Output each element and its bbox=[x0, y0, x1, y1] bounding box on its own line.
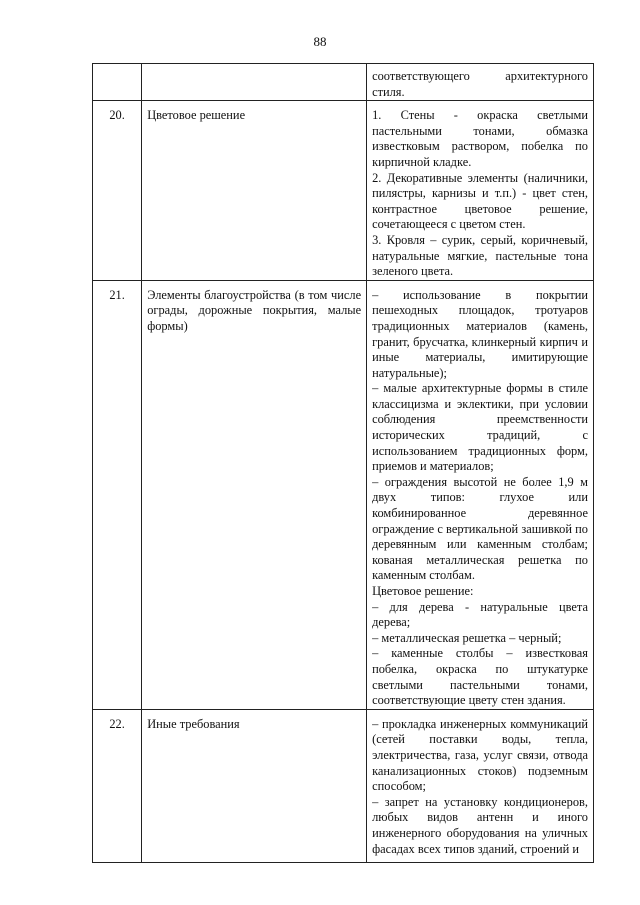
table-row bbox=[93, 64, 594, 101]
row-number: 20. bbox=[93, 101, 142, 281]
requirement-paragraph: – малые архитектурные формы в стиле классицизма и эклектики, при условии соблюдения преемственности исторических традиций, с использованием традиционных форм, приемов и материалов; bbox=[372, 381, 588, 474]
row-requirements bbox=[367, 64, 594, 101]
requirement-paragraph: 2. Декоративные элементы (наличники, пилястры, карнизы и т.п.) - цвет стен, контрастное цветовое решение, сочетающееся с цветом стен. bbox=[372, 170, 588, 232]
requirement-paragraph: 3. Кровля – сурик, серый, коричневый, натуральные мягкие, пастельные тона зеленого цвета. bbox=[372, 232, 588, 279]
table-row bbox=[93, 101, 594, 281]
requirement-paragraph: – металлическая решетка – черный; bbox=[372, 630, 562, 645]
requirement-paragraph: – каменные столбы – известковая побелка, окраска по штукатурке светлыми пастельными тонами, соответствующие цвету стен здания. bbox=[372, 646, 588, 708]
requirement-paragraph: – для дерева - натуральные цвета дерева; bbox=[372, 599, 588, 630]
row-requirements bbox=[367, 709, 594, 862]
requirements-table bbox=[92, 63, 594, 863]
row-name: Элементы благоустройства (в том числе ограды, дорожные покрытия, малые формы) bbox=[142, 280, 367, 709]
row-number: 21. bbox=[93, 280, 142, 709]
row-name: Цветовое решение bbox=[142, 101, 367, 281]
requirement-paragraph: Цветовое решение: bbox=[372, 584, 474, 598]
table-row bbox=[93, 709, 594, 862]
requirement-paragraph: – ограждения высотой не более 1,9 м двух типов: глухое или комбинированное деревянное ограждение с вертикальной зашивкой по деревянным или каменным столбам; кованая металлическая решетка по каменным столбам. bbox=[372, 474, 588, 583]
row-name bbox=[142, 64, 367, 101]
requirement-paragraph: 1. Стены - окраска светлыми пастельными тонами, обмазка известковым раствором, побелка по кирпичной кладке. bbox=[372, 108, 588, 169]
page-number: 88 bbox=[313, 34, 327, 49]
requirement-paragraph: – запрет на установку кондиционеров, любых видов антенн и иного инженерного оборудования на уличных фасадах всех типов зданий, строений и bbox=[372, 794, 588, 856]
row-number: 22. bbox=[93, 709, 142, 862]
requirement-paragraph: соответствующего архитектурного стиля. bbox=[372, 69, 588, 99]
row-number bbox=[93, 64, 142, 101]
requirement-paragraph: – прокладка инженерных коммуникаций (сетей поставки воды, тепла, электричества, газа, услуг связи, отвода канализационных стоков) подземным способом; bbox=[372, 716, 588, 794]
requirement-paragraph: – использование в покрытии пешеходных площадок, тротуаров традиционных материалов (камень, гранит, брусчатка, клинкерный кирпич и иные материалы, имитирующие натуральные); bbox=[372, 287, 588, 380]
row-name: Иные требования bbox=[142, 709, 367, 862]
row-requirements bbox=[367, 280, 594, 709]
row-requirements bbox=[367, 101, 594, 281]
table-row bbox=[93, 280, 594, 709]
